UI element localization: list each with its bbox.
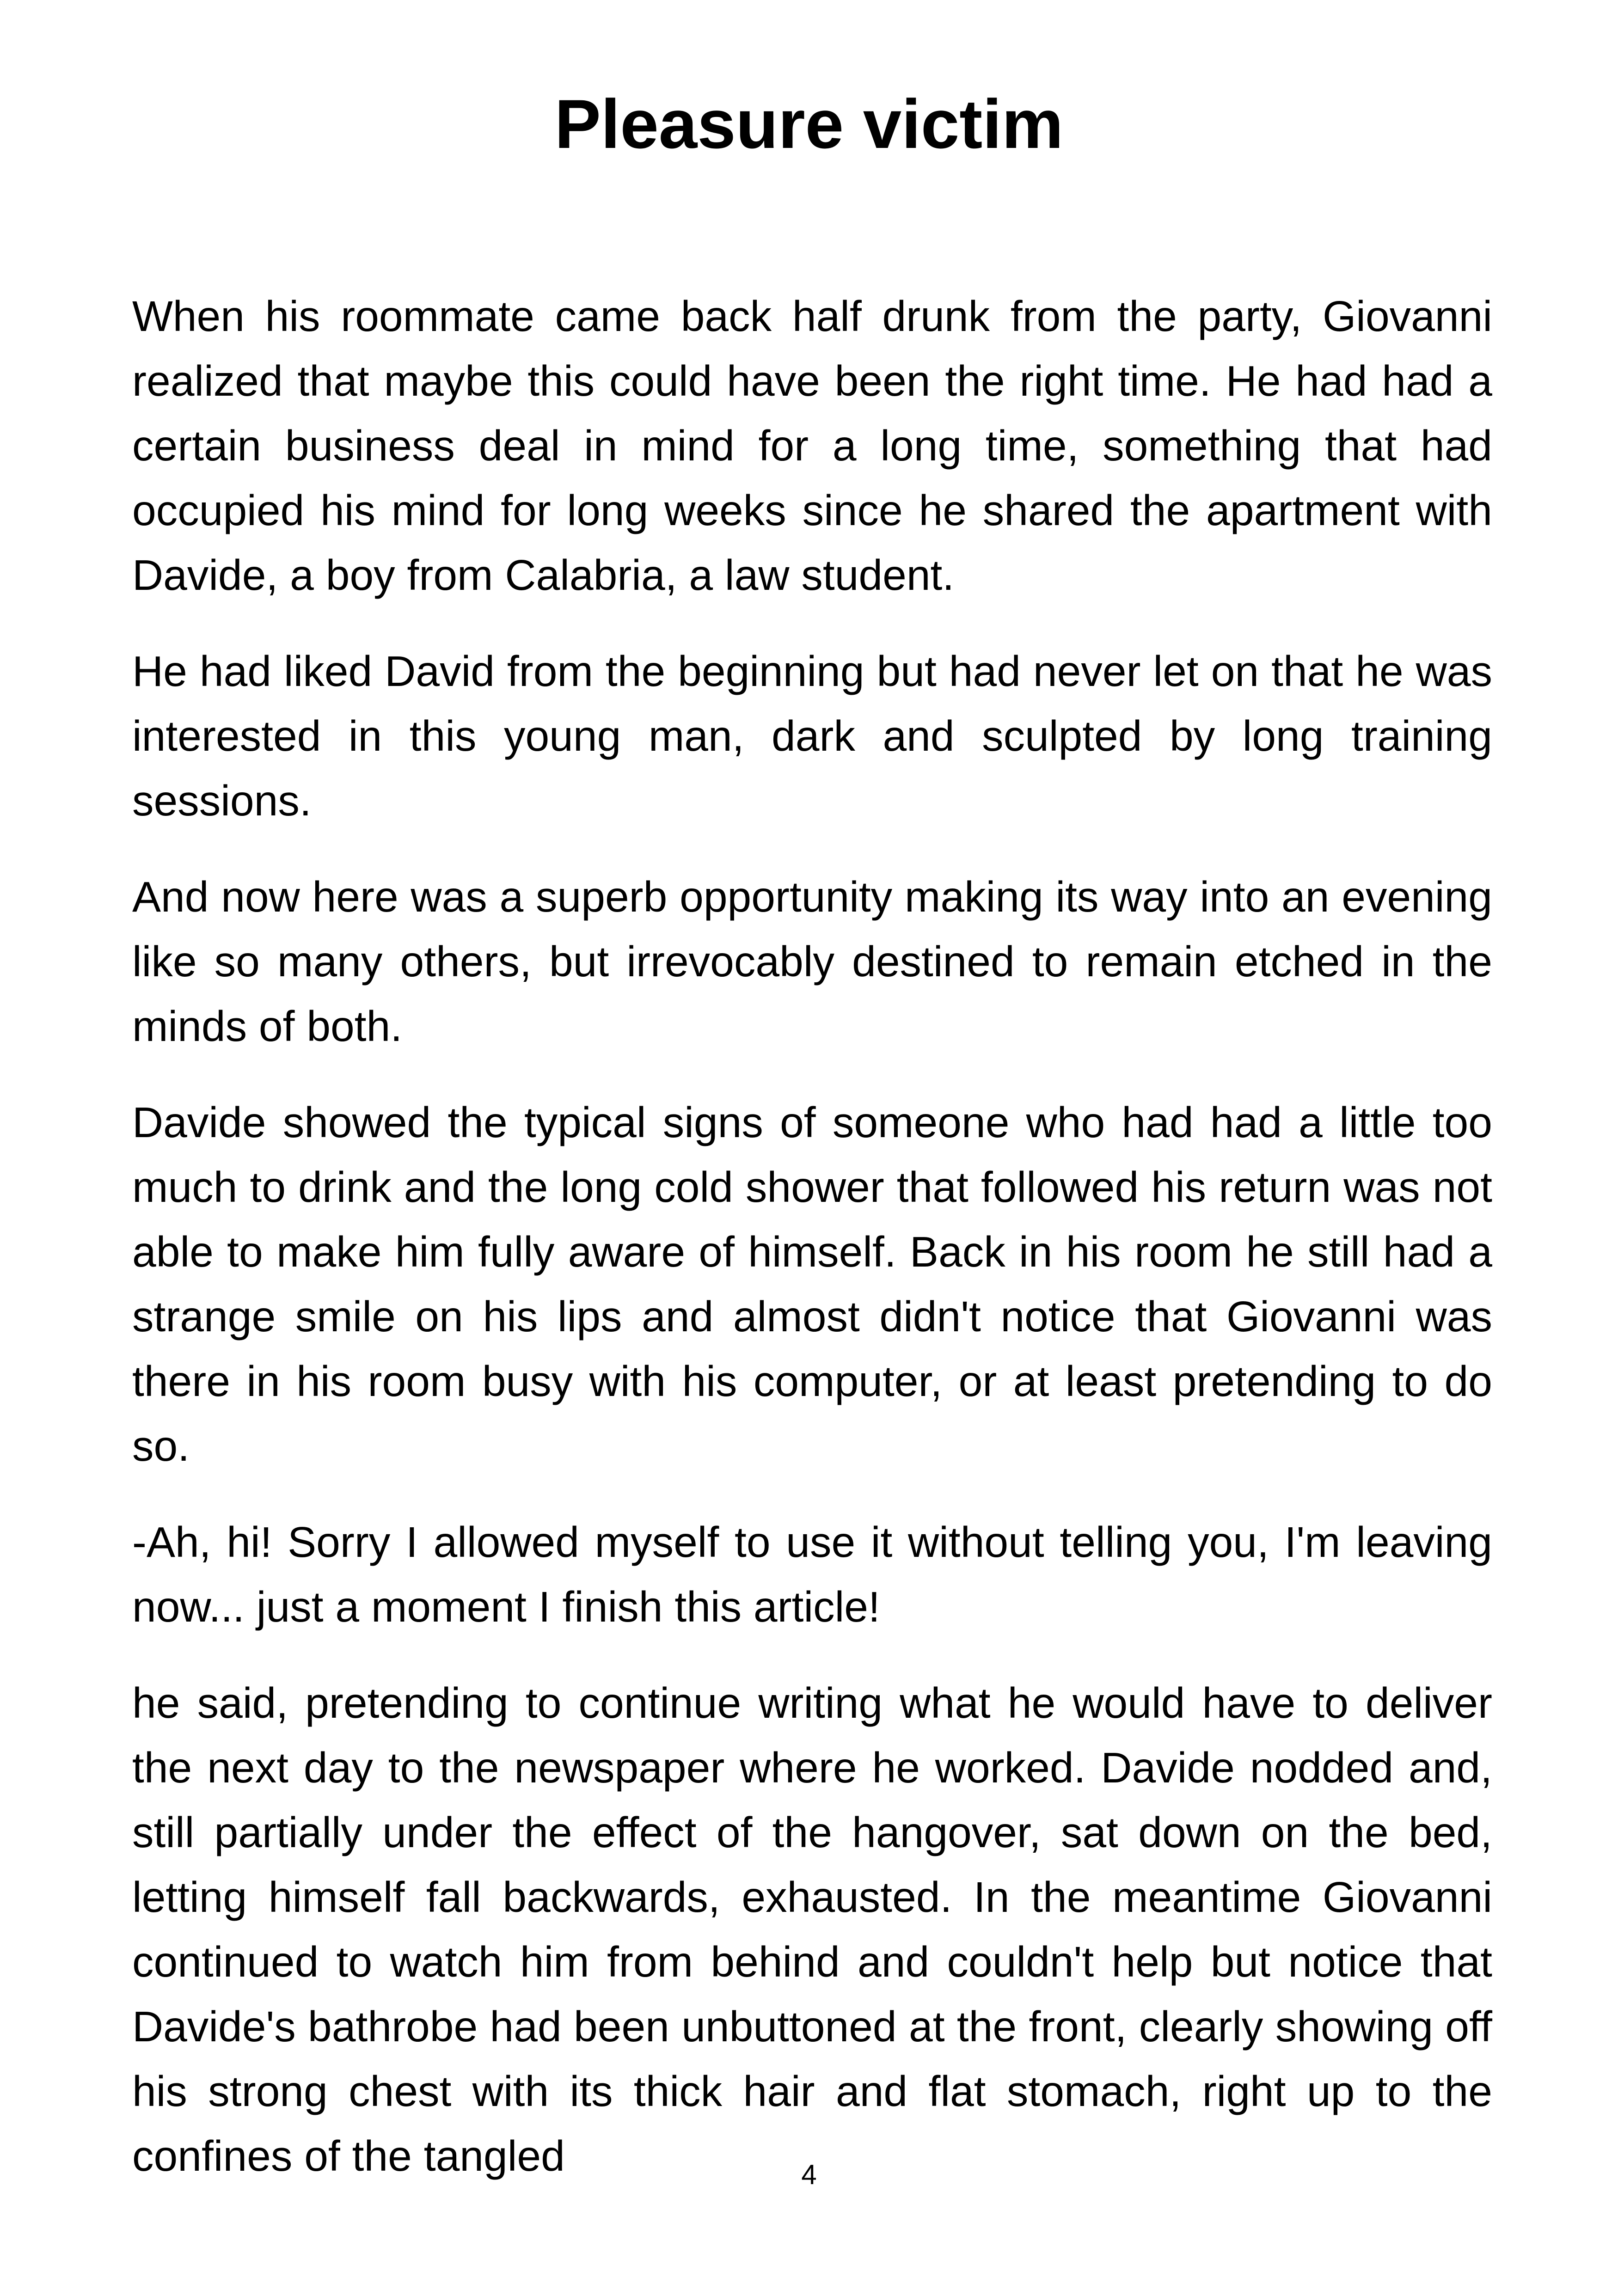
paragraph-4: Davide showed the typical signs of someone who had had a little too much to drink and the long cold shower that followed his return was not able to make him fully aware of himself. Back in his room he still had a strange smile on his lips and almost didn't notice that Giovanni was there in his room busy with his computer, or at least pretending to do so.: [132, 1098, 1492, 1470]
page-title: Pleasure victim: [554, 85, 1064, 163]
body-text: [132, 284, 1492, 2188]
paragraph-1: When his roommate came back half drunk from the party, Giovanni realized that maybe this could have been the right time. He had had a certain business deal in mind for a long time, something that had occupied his mind for long weeks since he shared the apartment with Davide, a boy from Calabria, a law student.: [132, 292, 1492, 599]
paragraph-3: And now here was a superb opportunity making its way into an evening like so many others, but irrevocably destined to remain etched in the minds of both.: [132, 873, 1492, 1050]
paragraph-6: he said, pretending to continue writing what he would have to deliver the next day to the newspaper where he worked. Davide nodded and, still partially under the effect of the hangover, sat down on the bed, letting himself fall backwards, exhausted. In the meantime Giovanni continued to watch him from behind and couldn't help but notice that Davide's bathrobe had been unbuttoned at the front, clearly showing off his strong chest with its thick hair and flat stomach, right up to the confines of the tangled: [132, 1679, 1492, 2180]
page-number: 4: [801, 2159, 817, 2190]
paragraph-2: He had liked David from the beginning but had never let on that he was interested in this young man, dark and sculpted by long training sessions.: [132, 647, 1492, 825]
paragraph-5: -Ah, hi! Sorry I allowed myself to use it without telling you, I'm leaving now... just a moment I finish this article!: [132, 1518, 1492, 1631]
